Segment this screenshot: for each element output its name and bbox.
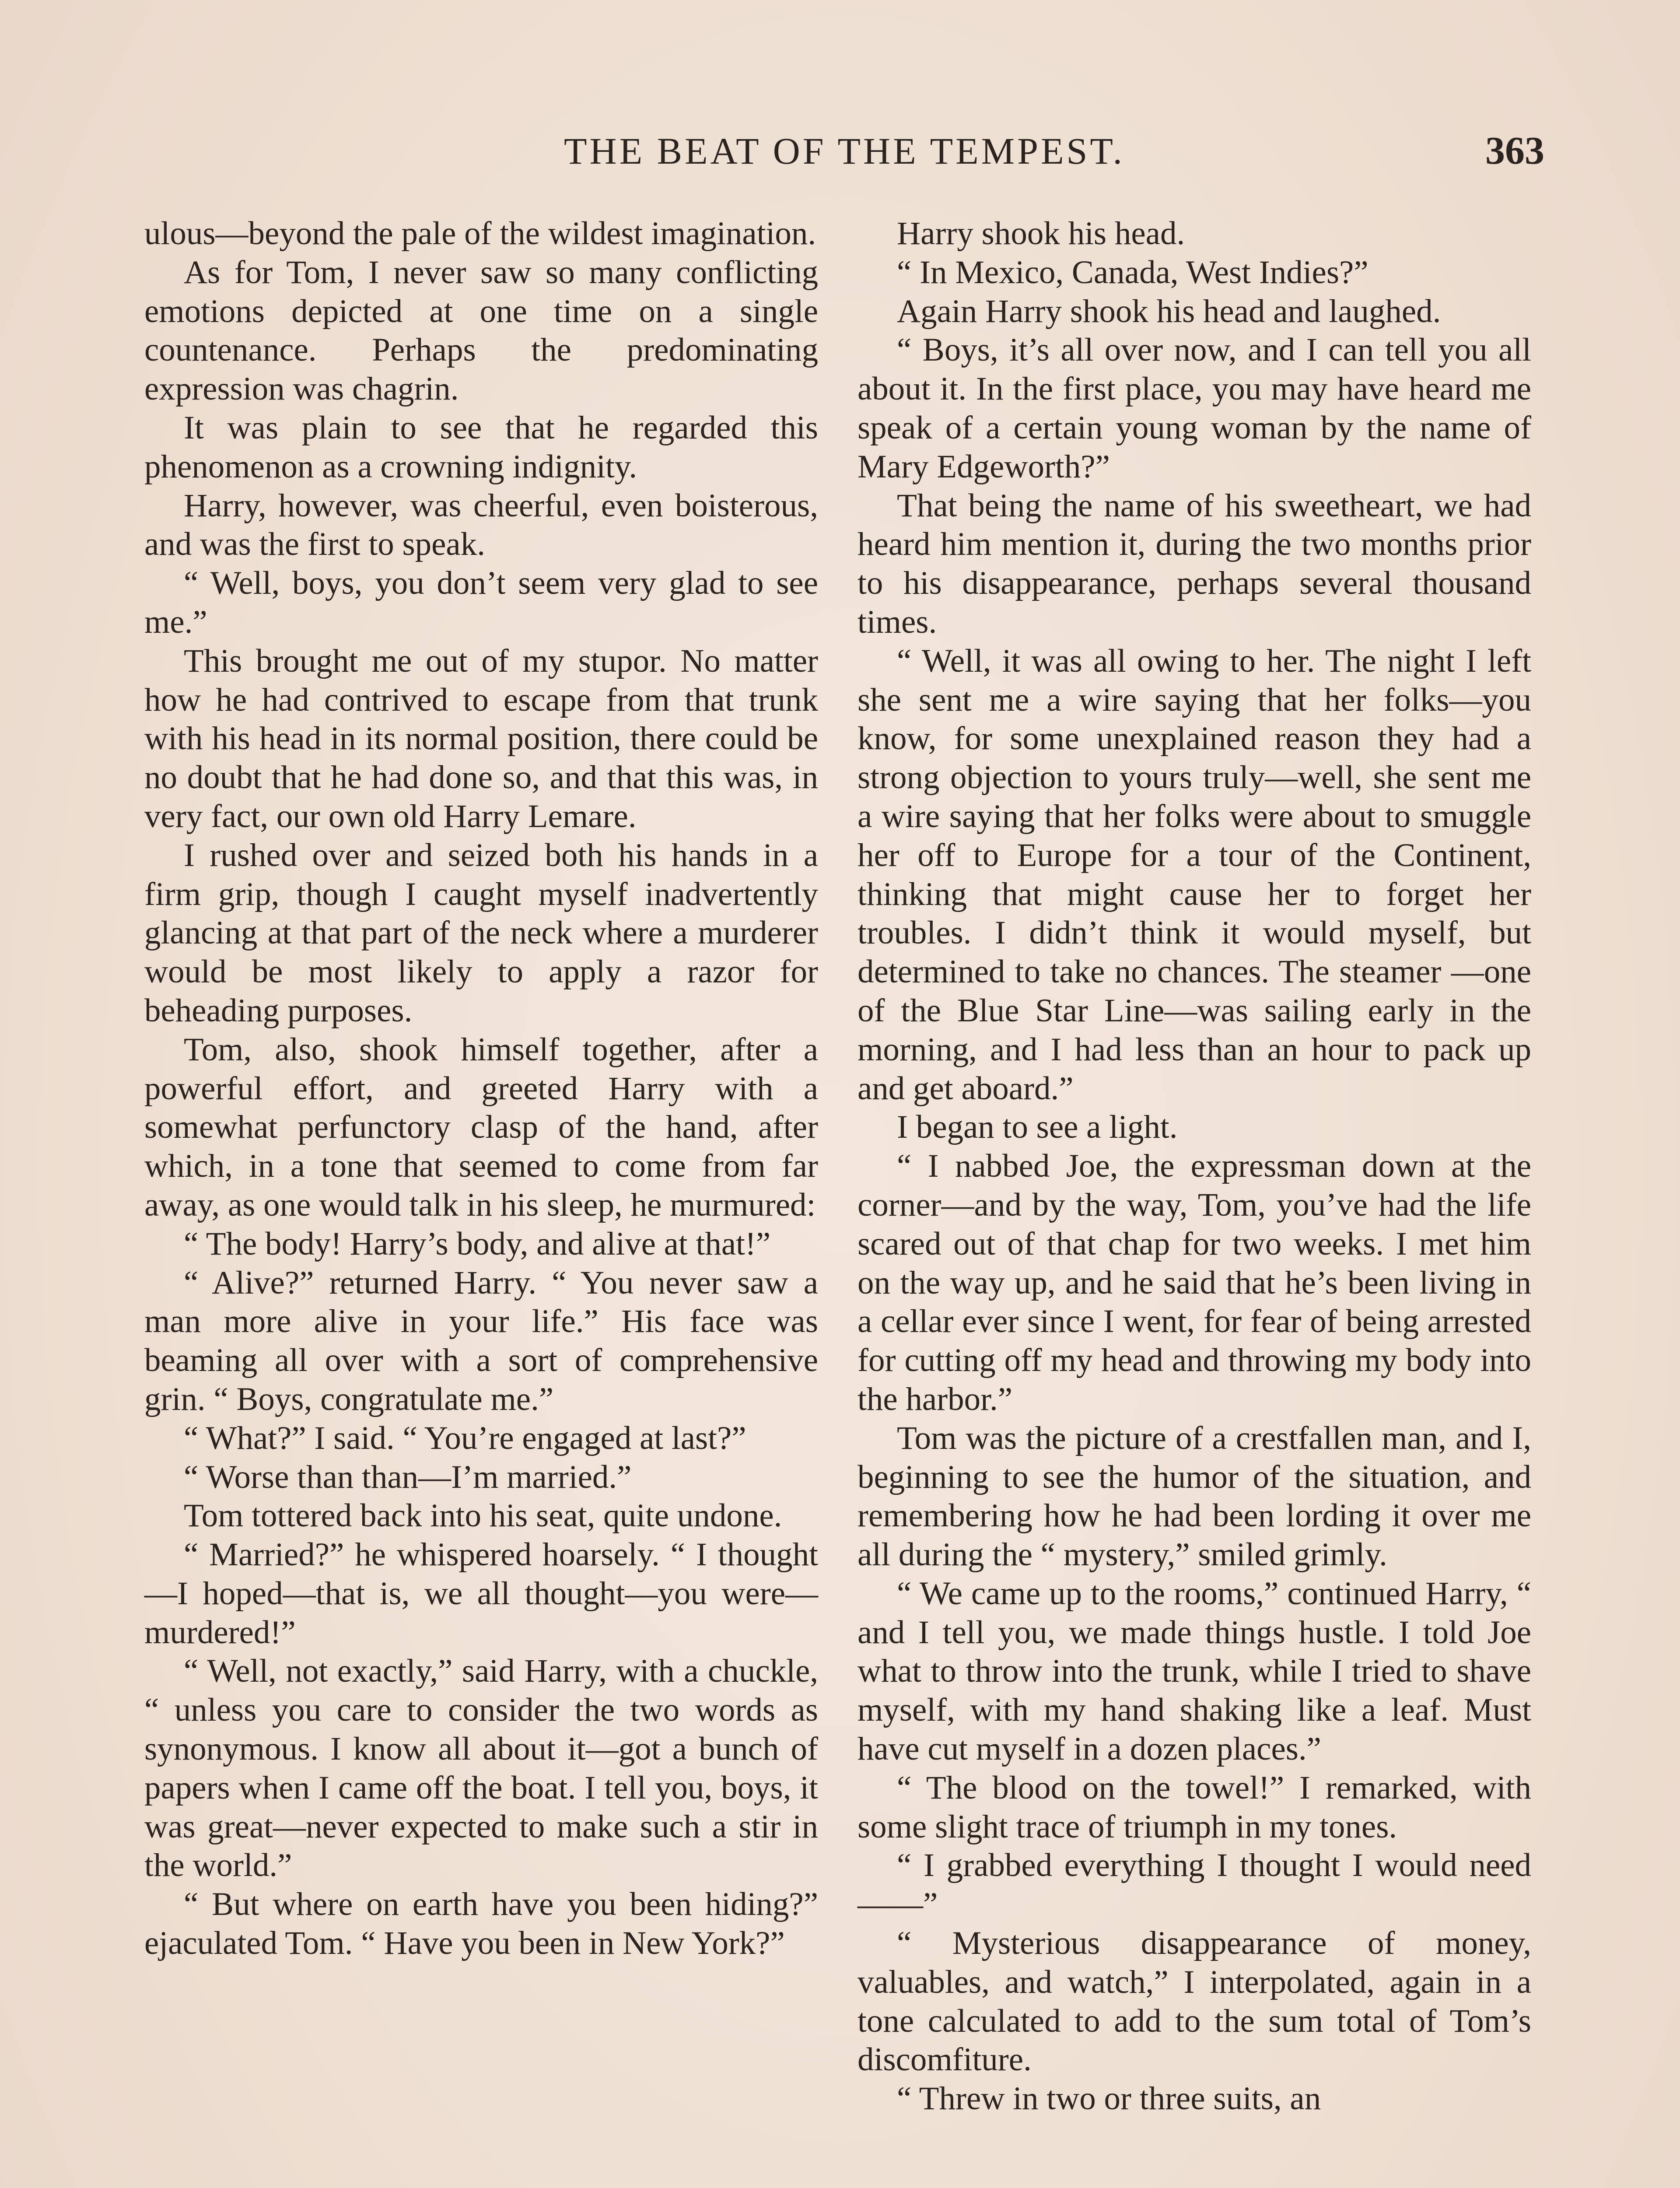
paragraph: “ We came up to the rooms,” continued Harry, “ and I tell you, we made things hustle. I told Joe what to throw into the trunk, while I tried to shave myself, with my hand shaking like a leaf. Must have cut myself in a dozen places.” bbox=[858, 1575, 1531, 1767]
paragraph: “ But where on earth have you been hiding?” ejaculated Tom. “ Have you been in New York?” bbox=[144, 1886, 818, 1962]
paragraph: “ I grabbed everything I thought I would need——” bbox=[858, 1847, 1531, 1923]
paragraph: “ Worse than than—I’m married.” bbox=[184, 1459, 632, 1495]
paragraph: “ The blood on the towel!” I remarked, with some slight trace of triumph in my tones. bbox=[858, 1769, 1531, 1845]
paragraph: “ What?” I said. “ You’re engaged at last?” bbox=[184, 1420, 746, 1456]
paragraph: “ Married?” he whispered hoarsely. “ I thought—I hoped—that is, we all thought—you were—murdered!” bbox=[144, 1536, 818, 1651]
paragraph: ulous—beyond the pale of the wildest imagination. bbox=[144, 215, 816, 252]
paragraph: This brought me out of my stupor. No matter how he had contrived to escape from that trunk with his head in its normal position, there could be no doubt that he had done so, and that this was, in very fact, our own old Harry Lemare. bbox=[144, 642, 818, 835]
paragraph: Harry shook his head. bbox=[897, 215, 1185, 252]
paragraph: “ Alive?” returned Harry. “ You never saw a man more alive in your life.” His face was beaming all over with a sort of comprehensive grin. “ Boys, congratulate me.” bbox=[144, 1264, 818, 1417]
paragraph: Tom was the picture of a crestfallen man, and I, beginning to see the humor of the situation, and remembering how he had been lording it over me all during the “ mystery,” smiled grimly. bbox=[858, 1420, 1531, 1573]
paragraph: “ Well, not exactly,” said Harry, with a chuckle, “ unless you care to consider the two words as synonymous. I know all about it—got a bunch of papers when I came off the boat. I tell you, boys, it was great—never expected to make such a stir in the world.” bbox=[144, 1653, 818, 1884]
left-column bbox=[144, 214, 818, 1963]
paragraph: That being the name of his sweetheart, we had heard him mention it, during the two months prior to his disappearance, perhaps several thousand times. bbox=[858, 487, 1531, 640]
paragraph: I began to see a light. bbox=[897, 1109, 1178, 1146]
paragraph: “ I nabbed Joe, the expressman down at the corner—and by the way, Tom, you’ve had the life scared out of that chap for two weeks. I met him on the way up, and he said that he’s been living in a cellar ever since I went, for fear of being arrested for cutting off my head and throwing my body into the harbor.” bbox=[858, 1148, 1531, 1417]
page-number: 363 bbox=[1485, 129, 1544, 172]
page-header bbox=[144, 118, 1544, 184]
paragraph: “ In Mexico, Canada, West Indies?” bbox=[897, 254, 1368, 291]
paragraph: “ Mysterious disappearance of money, valuables, and watch,” I interpolated, again in a tone calculated to add to the sum total of Tom’s discomfiture. bbox=[858, 1925, 1531, 2078]
paragraph: “ Well, boys, you don’t seem very glad to see me.” bbox=[144, 565, 818, 640]
running-title: THE BEAT OF THE TEMPEST. bbox=[564, 130, 1125, 172]
paragraph: “ Well, it was all owing to her. The night I left she sent me a wire saying that her folks—you know, for some unexplained reason they had a strong objection to yours truly—well, she sent me a wire saying that her folks were about to smuggle her off to Europe for a tour of the Continent, thinking that might cause her to forget her troubles. I didn’t think it would myself, but determined to take no chances. The steamer —one of the Blue Star Line—was sailing early in the morning, and I had less than an hour to pack up and get aboard.” bbox=[858, 642, 1531, 1107]
paragraph: Again Harry shook his head and laughed. bbox=[897, 293, 1441, 330]
paragraph: I rushed over and seized both his hands in a firm grip, though I caught myself inadvertently glancing at that part of the neck where a murderer would be most likely to apply a razor for beheading purposes. bbox=[144, 837, 818, 1029]
paragraph: “ Threw in two or three suits, an bbox=[897, 2080, 1321, 2117]
paragraph: As for Tom, I never saw so many conflicting emotions depicted at one time on a single countenance. Perhaps the predominating expression was chagrin. bbox=[144, 254, 818, 407]
right-column bbox=[858, 214, 1531, 2118]
paragraph: Tom tottered back into his seat, quite undone. bbox=[184, 1497, 782, 1534]
paragraph: “ The body! Harry’s body, and alive at that!” bbox=[184, 1225, 771, 1262]
paragraph: It was plain to see that he regarded this phenomenon as a crowning indignity. bbox=[144, 409, 818, 485]
paragraph: Harry, however, was cheerful, even boisterous, and was the first to speak. bbox=[144, 487, 818, 563]
paragraph: Tom, also, shook himself together, after a powerful effort, and greeted Harry with a somewhat perfunctory clasp of the hand, after which, in a tone that seemed to come from far away, as one would talk in his sleep, he murmured: bbox=[144, 1031, 818, 1223]
paragraph: “ Boys, it’s all over now, and I can tell you all about it. In the first place, you may have heard me speak of a certain young woman by the name of Mary Edgeworth?” bbox=[858, 332, 1531, 485]
